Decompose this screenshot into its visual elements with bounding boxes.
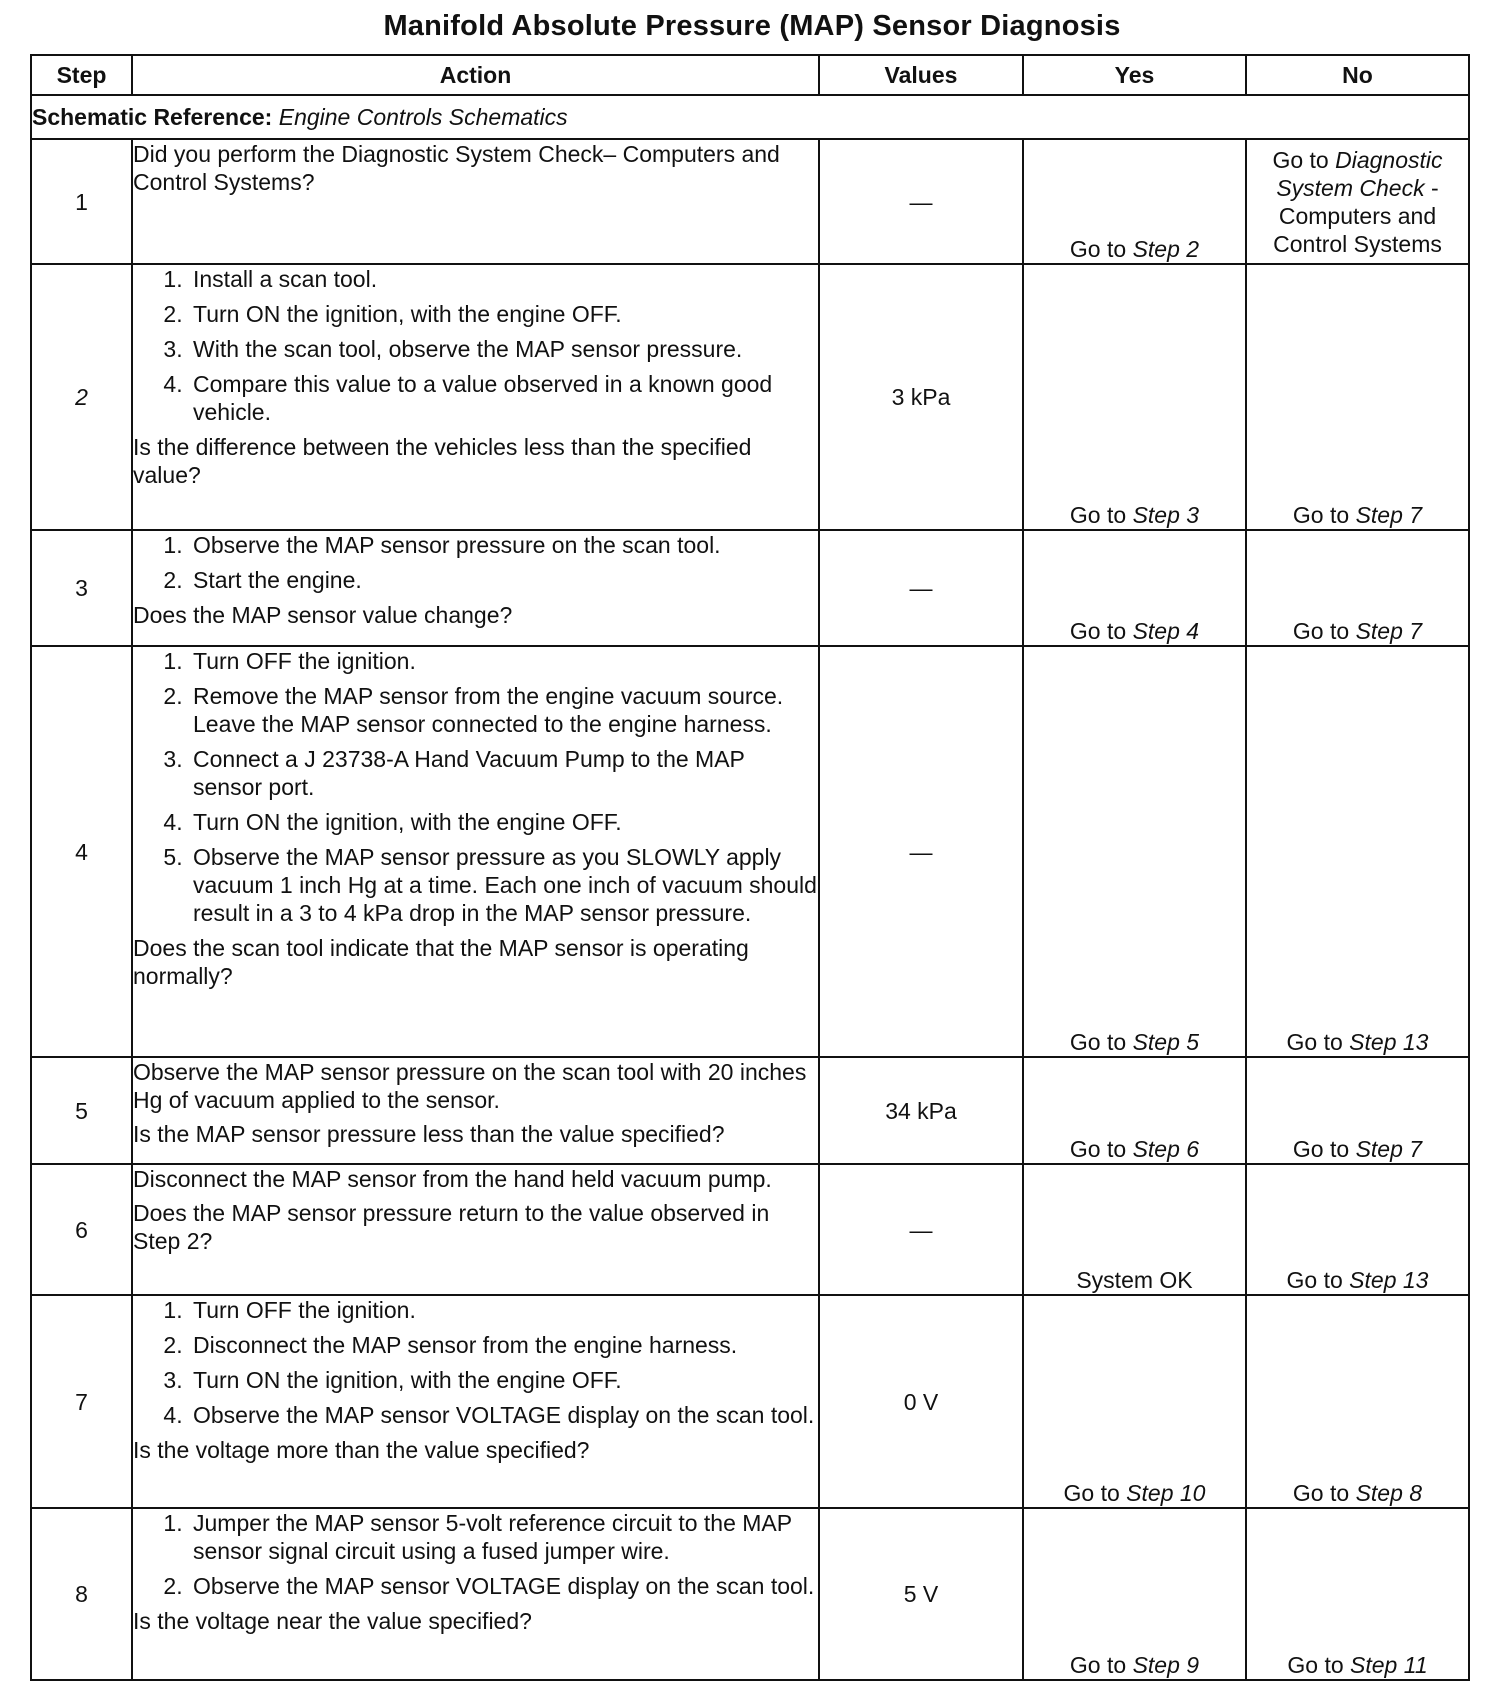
action-cell	[132, 1295, 819, 1508]
yes-text: Go to	[1069, 1029, 1133, 1055]
yes-cell	[1023, 264, 1246, 530]
value-cell: —	[819, 139, 1023, 264]
no-text-suffix: - Computers and Control Systems	[1273, 175, 1442, 257]
action-text: Disconnect the MAP sensor from the hand held vacuum pump.	[133, 1166, 772, 1192]
action-list-item: 2. Observe the MAP sensor VOLTAGE display on the scan tool.	[189, 1572, 818, 1600]
action-cell	[132, 139, 819, 264]
action-question: Is the voltage near the value specified?	[133, 1608, 532, 1634]
yes-step-link: Step 3	[1132, 502, 1200, 528]
action-list	[133, 531, 818, 594]
yes-cell	[1023, 1057, 1246, 1164]
header-step: Step	[31, 55, 132, 95]
no-step-link: Step 11	[1350, 1652, 1428, 1678]
step-row	[31, 530, 1469, 646]
action-list	[133, 1296, 818, 1429]
action-cell	[132, 530, 819, 646]
yes-text: Go to	[1063, 1480, 1127, 1506]
no-step-link: Step 13	[1349, 1029, 1429, 1055]
page-title: Manifold Absolute Pressure (MAP) Sensor Diagnosis	[383, 10, 1121, 42]
action-list-item: 1. Turn OFF the ignition.	[189, 1296, 818, 1324]
value-cell: 0 V	[819, 1295, 1023, 1508]
value-cell: —	[819, 530, 1023, 646]
value-cell: 34 kPa	[819, 1057, 1023, 1164]
no-cell	[1246, 1295, 1469, 1508]
action-question: Does the MAP sensor pressure return to the value observed in Step 2?	[133, 1200, 770, 1254]
header-action: Action	[132, 55, 819, 95]
action-question: Is the MAP sensor pressure less than the value specified?	[133, 1121, 725, 1147]
schematic-reference-label: Schematic Reference:	[32, 104, 273, 130]
step-number: 8	[31, 1508, 132, 1680]
yes-cell	[1023, 1164, 1246, 1295]
no-cell	[1246, 1057, 1469, 1164]
action-list-item: 2. Remove the MAP sensor from the engine vacuum source. Leave the MAP sensor connected to the engine harness.	[189, 682, 818, 738]
no-step-link: Step 8	[1355, 1480, 1423, 1506]
action-list-item: 1. Jumper the MAP sensor 5-volt reference circuit to the MAP sensor signal circuit using a fused jumper wire.	[189, 1509, 818, 1565]
step-row	[31, 646, 1469, 1057]
action-cell	[132, 1508, 819, 1680]
yes-cell	[1023, 139, 1246, 264]
yes-step-link: Step 2	[1132, 236, 1200, 262]
action-list	[133, 1509, 818, 1600]
action-list-item: 4. Observe the MAP sensor VOLTAGE display on the scan tool.	[189, 1401, 818, 1429]
action-list-item: 1. Observe the MAP sensor pressure on the scan tool.	[189, 531, 818, 559]
no-cell	[1246, 1164, 1469, 1295]
yes-cell	[1023, 1295, 1246, 1508]
no-step-link: Step 13	[1349, 1267, 1429, 1293]
yes-cell	[1023, 646, 1246, 1057]
no-text: Go to	[1292, 618, 1356, 644]
no-step-link: Step 7	[1355, 1136, 1423, 1162]
step-row	[31, 1508, 1469, 1680]
action-list-item: 1. Install a scan tool.	[189, 265, 818, 293]
value-cell: —	[819, 646, 1023, 1057]
yes-step-link: Step 10	[1126, 1480, 1206, 1506]
yes-text: Go to	[1069, 618, 1133, 644]
step-row	[31, 1295, 1469, 1508]
yes-step-link: Step 4	[1132, 618, 1200, 644]
no-text: Go to	[1292, 1480, 1356, 1506]
step-row	[31, 1057, 1469, 1164]
action-list-item: 1. Turn OFF the ignition.	[189, 647, 818, 675]
no-step-link: Step 7	[1355, 502, 1423, 528]
step-number: 1	[31, 139, 132, 264]
no-text: Go to	[1272, 147, 1336, 173]
value-cell: 5 V	[819, 1508, 1023, 1680]
yes-step-link: Step 9	[1132, 1652, 1200, 1678]
header-yes: Yes	[1023, 55, 1246, 95]
no-cell	[1246, 139, 1469, 264]
no-text: Go to	[1286, 1267, 1350, 1293]
no-text: Go to	[1287, 1652, 1351, 1678]
no-cell	[1246, 1508, 1469, 1680]
action-list-item: 3. Connect a J 23738-A Hand Vacuum Pump to the MAP sensor port.	[189, 745, 818, 801]
no-step-link: Step 7	[1355, 618, 1423, 644]
yes-cell	[1023, 1508, 1246, 1680]
no-text: Go to	[1292, 502, 1356, 528]
action-text: Observe the MAP sensor pressure on the scan tool with 20 inches Hg of vacuum applied to the sensor.	[133, 1059, 807, 1113]
no-text: Go to	[1292, 1136, 1356, 1162]
value-cell: 3 kPa	[819, 264, 1023, 530]
action-list-item: 2. Disconnect the MAP sensor from the engine harness.	[189, 1331, 818, 1359]
header-no: No	[1246, 55, 1469, 95]
action-list	[133, 265, 818, 426]
step-number: 2	[31, 264, 132, 530]
step-number: 4	[31, 646, 132, 1057]
yes-step-link: Step 5	[1132, 1029, 1200, 1055]
action-question: Does the MAP sensor value change?	[133, 602, 513, 628]
action-cell	[132, 1164, 819, 1295]
value-cell: —	[819, 1164, 1023, 1295]
action-list-item: 2. Start the engine.	[189, 566, 818, 594]
schematic-reference-row	[31, 95, 1469, 139]
action-list	[133, 647, 818, 927]
yes-cell	[1023, 530, 1246, 646]
no-text: Go to	[1286, 1029, 1350, 1055]
yes-text: System OK	[1076, 1267, 1193, 1293]
step-row	[31, 264, 1469, 530]
diagnosis-table	[30, 54, 1470, 1681]
action-list-item: 5. Observe the MAP sensor pressure as you SLOWLY apply vacuum 1 inch Hg at a time. Each one inch of vacuum should result in a 3 to 4 kPa drop in the MAP sensor pressure.	[189, 843, 818, 927]
no-cell	[1246, 530, 1469, 646]
yes-text: Go to	[1069, 236, 1133, 262]
step-number: 5	[31, 1057, 132, 1164]
action-list-item: 4. Turn ON the ignition, with the engine OFF.	[189, 808, 818, 836]
step-number: 3	[31, 530, 132, 646]
schematic-reference-value: Engine Controls Schematics	[278, 104, 568, 130]
action-question: Does the scan tool indicate that the MAP sensor is operating normally?	[133, 935, 749, 989]
action-list-item: 2. Turn ON the ignition, with the engine OFF.	[189, 300, 818, 328]
yes-step-link: Step 6	[1132, 1136, 1200, 1162]
step-row	[31, 139, 1469, 264]
action-text: Did you perform the Diagnostic System Check– Computers and Control Systems?	[133, 141, 780, 195]
action-list-item: 4. Compare this value to a value observed in a known good vehicle.	[189, 370, 818, 426]
header-row	[31, 55, 1469, 95]
no-cell	[1246, 646, 1469, 1057]
step-row	[31, 1164, 1469, 1295]
action-question: Is the difference between the vehicles less than the specified value?	[133, 434, 752, 488]
action-list-item: 3. With the scan tool, observe the MAP sensor pressure.	[189, 335, 818, 363]
action-question: Is the voltage more than the value specified?	[133, 1437, 590, 1463]
step-number: 7	[31, 1295, 132, 1508]
no-step-link: Diagnostic System Check	[1276, 147, 1443, 201]
yes-text: Go to	[1069, 1136, 1133, 1162]
schematic-reference	[31, 95, 1469, 139]
yes-text: Go to	[1069, 502, 1133, 528]
action-cell	[132, 1057, 819, 1164]
action-cell	[132, 264, 819, 530]
step-number: 6	[31, 1164, 132, 1295]
no-cell	[1246, 264, 1469, 530]
header-values: Values	[819, 55, 1023, 95]
yes-text: Go to	[1069, 1652, 1133, 1678]
action-cell	[132, 646, 819, 1057]
action-list-item: 3. Turn ON the ignition, with the engine OFF.	[189, 1366, 818, 1394]
